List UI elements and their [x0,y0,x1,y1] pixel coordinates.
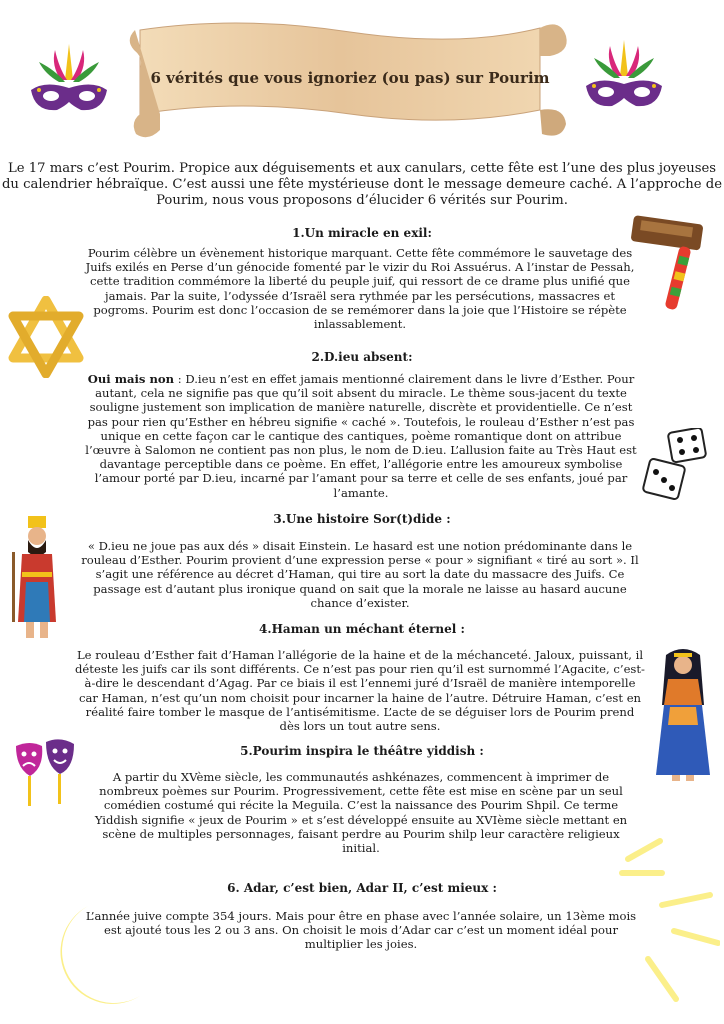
section-body-text: : D.ieu n’est en effet jamais mentionné clairement dans le livre d’Esther. Pour autant, cela ne signifie pas que qu’il soit absent du miracle. Le thème sous-jacent du texte souligne justement son implication de manière naturelle, discrète et providentielle. Ce n’est pas pour rien qu’Esther en hébreu signifie « caché ». Toutefois, le rouleau d’Esther n’est pas unique en cette façon car le cantique des cantiques, poème romantique dont on attribue l’œuvre à Salomon ne contient pas non plus, le nom de D.ieu. L’allusion faite au Très Haut est davantage perceptible dans ce poème. En effet, l’allégorie entre les amoureux symbolise l’amour porté par D.ieu, incarné par l’amant pour sa terre et celle de ses enfants, joué par l’amante. [85,372,637,500]
section-title-6: 6. Adar, c’est bien, Adar II, c’est mieux : [227,881,497,895]
section-title-1: 1.Un miracle en exil: [292,226,432,240]
carnival-mask-icon [25,40,113,120]
section-title-2: 2.D.ieu absent: [311,350,413,364]
intro-paragraph: Le 17 mars c’est Pourim. Propice aux déguisements et aux canulars, cette fête est l’une des plus joyeuses du calendrier hébraïque. C’est aussi une fête mystérieuse dont le message demeure caché. A l’approche de Pourim, nous vous proposons d’élucider 6 vérités sur Pourim. [1,161,723,208]
section-body-3: « D.ieu ne joue pas aux dés » disait Einstein. Le hasard est une notion prédominante dans le rouleau d’Esther. Pourim provient d’une expression perse « pour » signifiant « tiré au sort ». Il s’agit une référence au décret d’Haman, qui tire au sort la date du massacre des Juifs. Ce passage est d’autant plus ironique quand on sait que la morale ne laisse au hasard aucune chance d’exister. [81,539,639,610]
section-body-5: A partir du XVème siècle, les communautés ashkénazes, commencent à imprimer de nombreux poèmes sur Pourim. Progressivement, cette fête est mise en scène par un seul comédien costumé qui récite la Meguila. C’est la naissance des Pourim Shpil. Ce terme Yiddish signifie « jeux de Pourim » et s’est développé ensuite au XVIème siècle mettant en scène de multiples personnages, faisant perdre au Pourim shilp leur caractère religieux initial. [94,770,628,856]
section-title-3: 3.Une histoire Sor(t)dide : [273,512,451,526]
section-body-6: L’année juive compte 354 jours. Mais pour être en phase avec l’année solaire, un 13ème mois est ajouté tous les 2 ou 3 ans. On choisit le mois d’Adar car c’est un moment idéal pour multiplier les joies. [85,909,637,952]
section-title-5: 5.Pourim inspira le théâtre yiddish : [240,744,484,758]
star-of-david-cookie-icon [5,296,87,378]
dice-icon [640,428,712,503]
page-title: 6 vérités que vous ignoriez (ou pas) sur Pourim [150,69,550,87]
queen-esther-illustration [652,645,714,783]
section-body-2 [78,372,644,500]
section-title-4: 4.Haman un méchant éternel : [259,622,465,636]
section-lead: Oui mais non [87,372,175,386]
carnival-mask-icon [580,36,668,116]
section-body-4: Le rouleau d’Esther fait d’Haman l’allégorie de la haine et de la méchanceté. Jaloux, puissant, il déteste les juifs car ils sont différents. Ce n’est pas pour rien qu’il est surnommé l’Agacite, c’est-à-dire le descendant d’Agag. Par ce biais il est l’ennemi juré d’Israël de manière intemporelle car Haman, n’est qu’un nom choisit pour incarner la haine de l’autre. Détruire Haman, c’est en réalité faire tomber le masque de l’antisémitisme. L’acte de se déguiser lors de Pourim prend dès lors un tout autre sens. [75,648,645,734]
section-body-1: Pourim célèbre un évènement historique marquant. Cette fête commémore le sauvetage des Juifs exilés en Perse d’un génocide fomenté par le vizir du Roi Assuérus. A l’instar de Pessah, cette tradition commémore la liberté du peuple juif, qui ressort de ce drame plus unifié que jamais. Par la suite, l’odyssée d’Israël sera rythmée par les persécutions, massacres et pogroms. Pourim est donc l’occasion de se remémorer dans la joie que l’Histoire se répète inlassablement. [85,246,635,332]
